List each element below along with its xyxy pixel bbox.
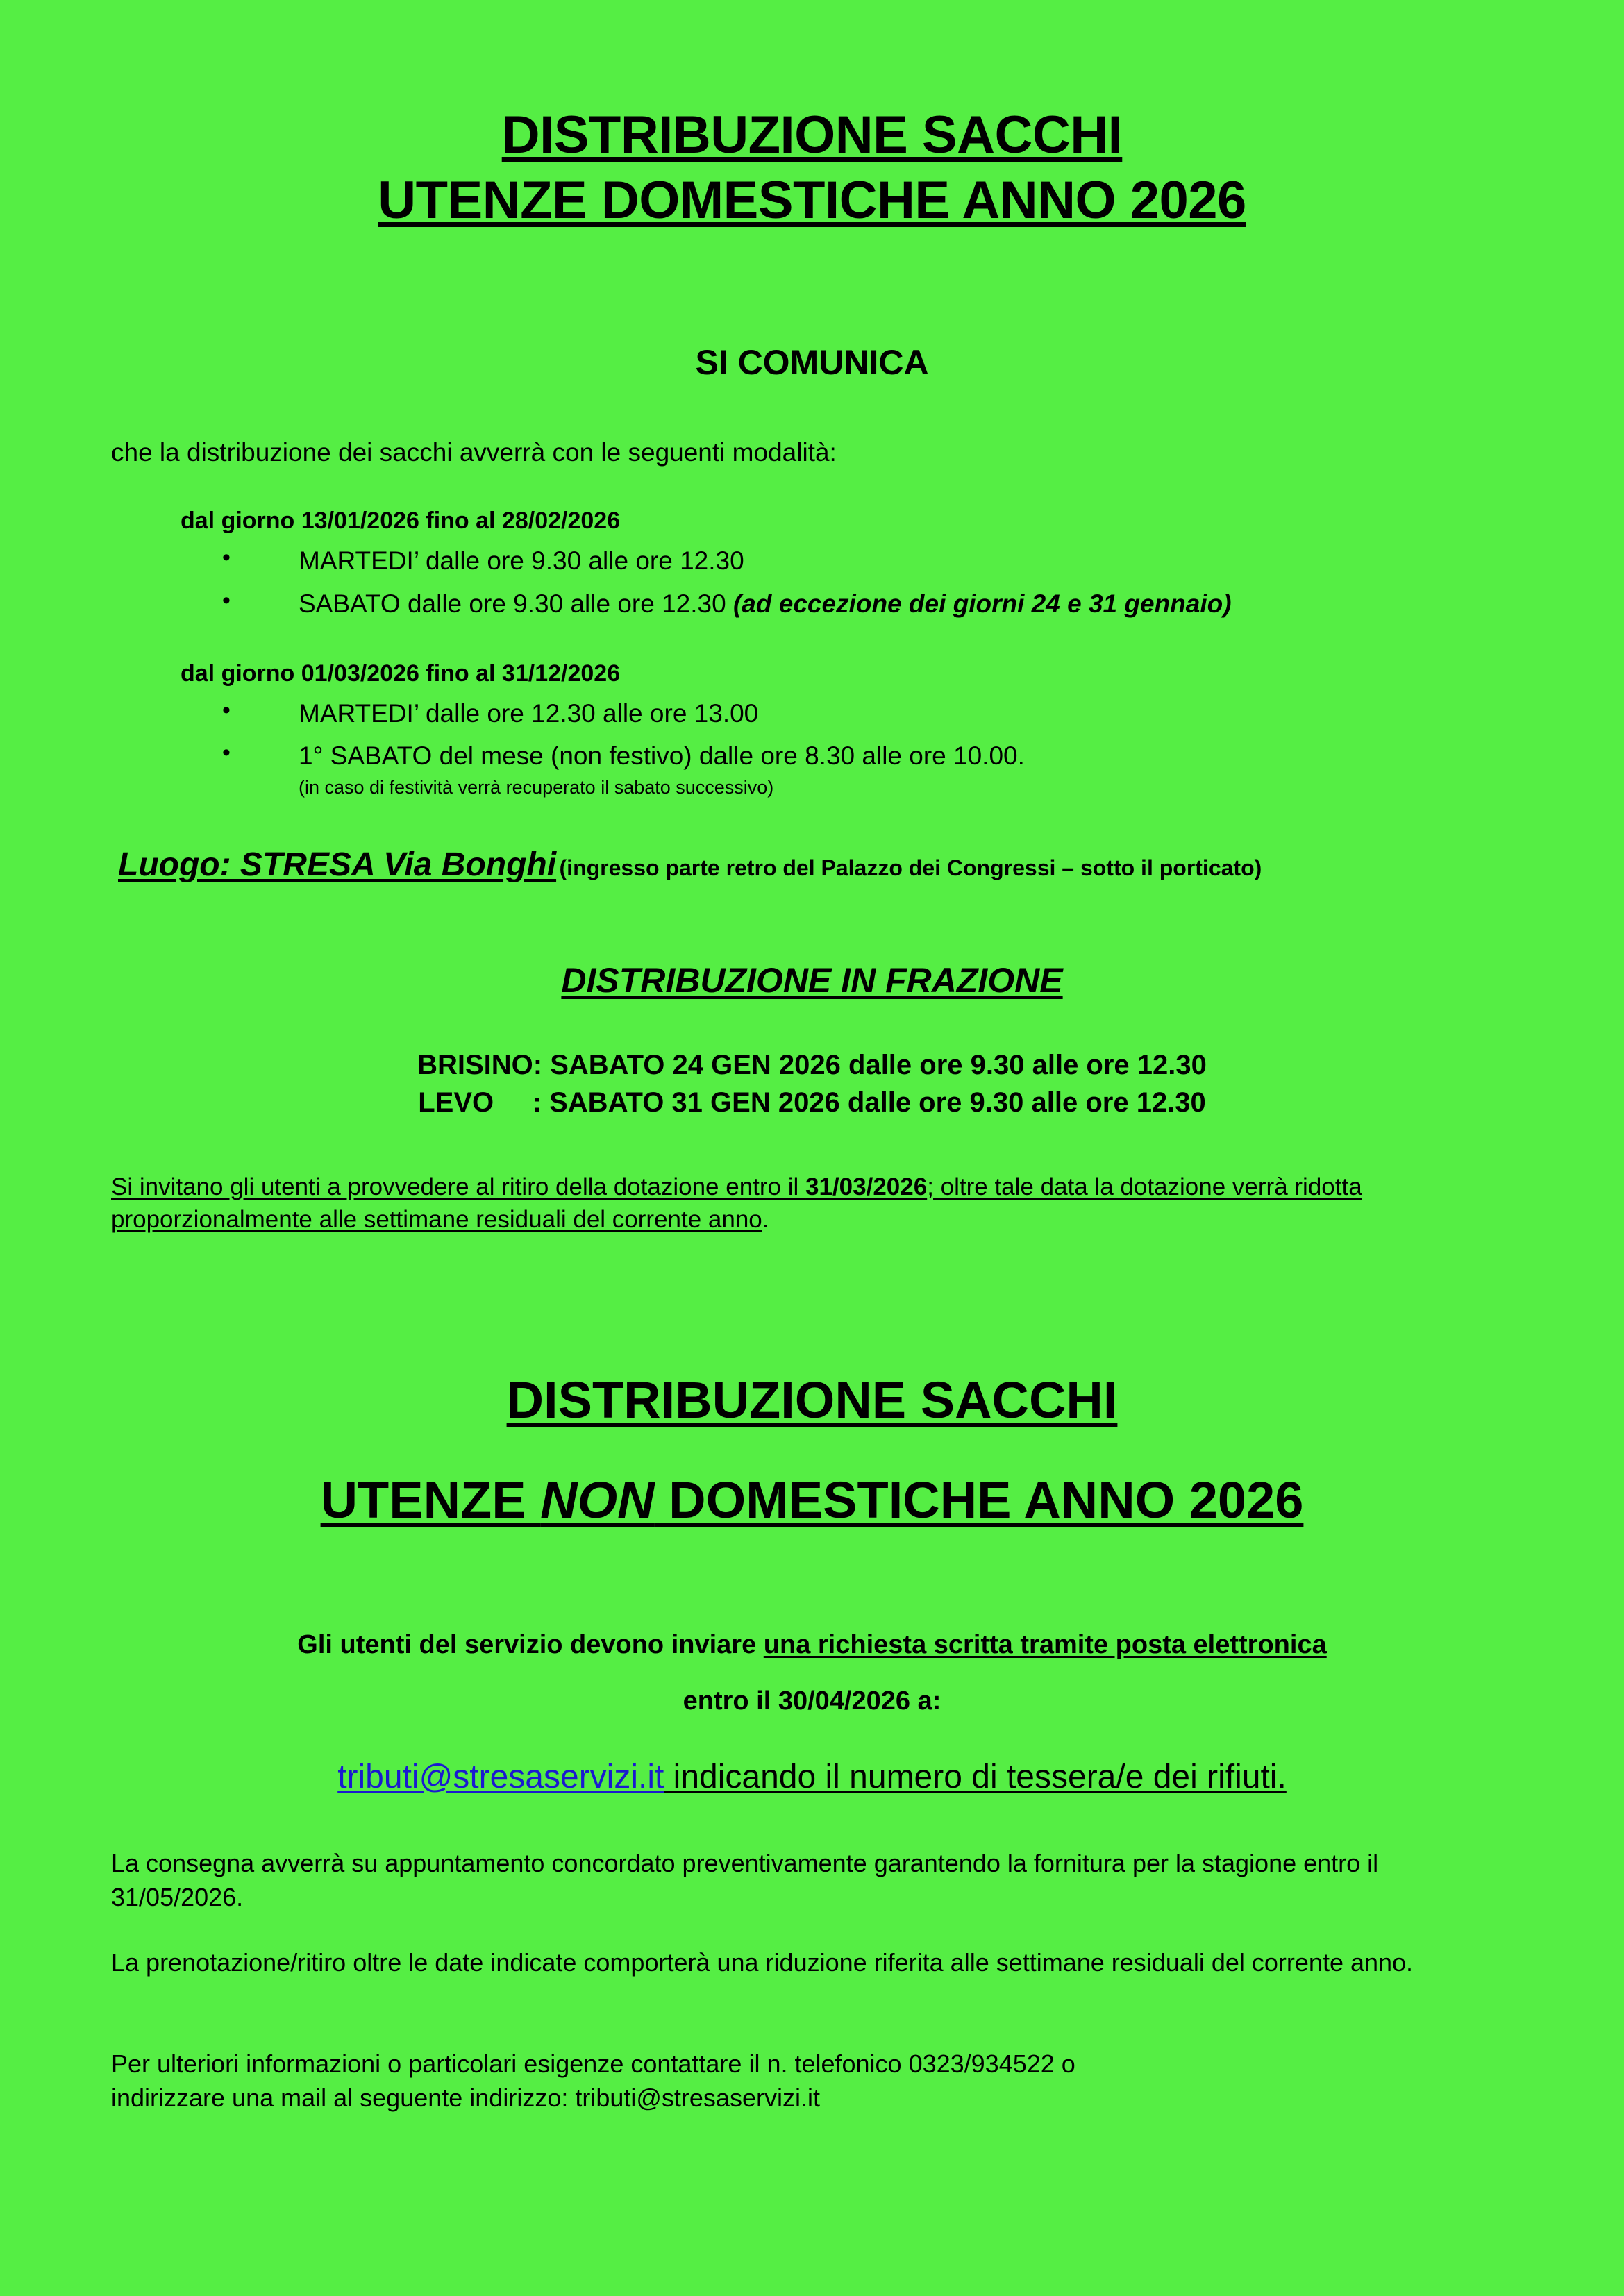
frazione-rows: [111, 1046, 1513, 1121]
luogo-label: Luogo: STRESA Via Bonghi: [118, 846, 557, 883]
utenti-instruction: [111, 1630, 1513, 1660]
intro-text: che la distribuzione dei sacchi avverrà con le seguenti modalità:: [111, 438, 837, 467]
paragraph-contatti: [111, 2047, 1513, 2115]
contatti-line-2: indirizzare una mail al seguente indirizzo: tributi@stresaservizi.it: [111, 2084, 820, 2113]
invito-end: .: [762, 1205, 769, 1233]
luogo-block: [118, 846, 1513, 884]
frazione-title: [111, 960, 1513, 1000]
second-title-line-2: [321, 1468, 1304, 1533]
luogo-note: (ingresso parte retro del Palazzo dei Congressi – sotto il porticato): [559, 855, 1262, 880]
second-title-line-1: DISTRIBUZIONE SACCHI: [506, 1371, 1118, 1429]
list-item-text: MARTEDI’ dalle ore 12.30 alle ore 13.00: [299, 699, 759, 728]
frazione-row: LEVO : SABATO 31 GEN 2026 dalle ore 9.30 alle ore 12.30: [418, 1087, 1206, 1118]
invito-part-1: Si invitano gli utenti a provvedere al ritiro della dotazione entro il: [111, 1173, 806, 1200]
list-item: [222, 739, 1513, 772]
invito-part-2: ; oltre tale data la dotazione verrà ridotta proporzionalmente alle settimane residuali del corrente anno: [111, 1173, 1362, 1233]
list-item: [222, 544, 1513, 577]
frazione-title-text: DISTRIBUZIONE IN FRAZIONE: [561, 960, 1063, 1000]
second-title-part-a: UTENZE: [320, 1471, 541, 1530]
period-2-subnote: (in caso di festività verrà recuperato il sabato successivo): [299, 776, 774, 798]
utenti-underlined: una richiesta scritta tramite posta elettronica: [763, 1629, 1327, 1659]
si-comunica-heading: SI COMUNICA: [695, 343, 929, 383]
period-2-label: dal giorno 01/03/2026 fino al 31/12/2026: [181, 660, 621, 687]
list-item-text: MARTEDI’ dalle ore 9.30 alle ore 12.30: [299, 546, 744, 576]
entro-deadline: entro il 30/04/2026 a:: [683, 1686, 941, 1716]
main-title-line-1: DISTRIBUZIONE SACCHI: [501, 106, 1123, 165]
second-title-part-b: DOMESTICHE ANNO 2026: [654, 1471, 1304, 1530]
main-title-non-domestiche: [111, 1368, 1513, 1533]
main-title-domestiche: [111, 104, 1513, 231]
email-link[interactable]: tributi@stresaservizi.it: [337, 1758, 664, 1795]
utenti-part-1: Gli utenti del servizio devono inviare: [297, 1629, 764, 1659]
email-after-text: indicando il numero di tessera/e dei rifiuti.: [664, 1758, 1287, 1795]
invito-paragraph: [111, 1171, 1513, 1237]
list-item-text: SABATO dalle ore 9.30 alle ore 12.30: [299, 589, 733, 618]
list-item-text: 1° SABATO del mese (non festivo) dalle ore 8.30 alle ore 10.00.: [299, 741, 1025, 771]
list-item-note: (ad eccezione dei giorni 24 e 31 gennaio): [733, 589, 1232, 618]
second-title-non: NON: [540, 1471, 655, 1530]
main-title-line-2: UTENZE DOMESTICHE ANNO 2026: [378, 170, 1246, 230]
period-1-label: dal giorno 13/01/2026 fino al 28/02/2026: [181, 508, 621, 535]
paragraph-consegna: La consegna avverrà su appuntamento concordato preventivamente garantendo la fornitura per la stagione entro il 31/05/2026.: [111, 1848, 1379, 1912]
list-item: [222, 587, 1513, 620]
period-2-list: [111, 697, 1513, 773]
email-line: [111, 1758, 1513, 1796]
list-item: [222, 697, 1513, 730]
period-1-list: [111, 544, 1513, 620]
frazione-row: BRISINO: SABATO 24 GEN 2026 dalle ore 9.30 alle ore 12.30: [417, 1049, 1207, 1080]
paragraph-prenotazione: La prenotazione/ritiro oltre le date indicate comporterà una riduzione riferita alle settimane residuali del corrente anno.: [111, 1947, 1414, 1977]
invito-deadline-date: 31/03/2026: [805, 1173, 928, 1200]
contatti-line-1: Per ulteriori informazioni o particolari esigenze contattare il n. telefonico 0323/934522 o: [111, 2049, 1075, 2078]
